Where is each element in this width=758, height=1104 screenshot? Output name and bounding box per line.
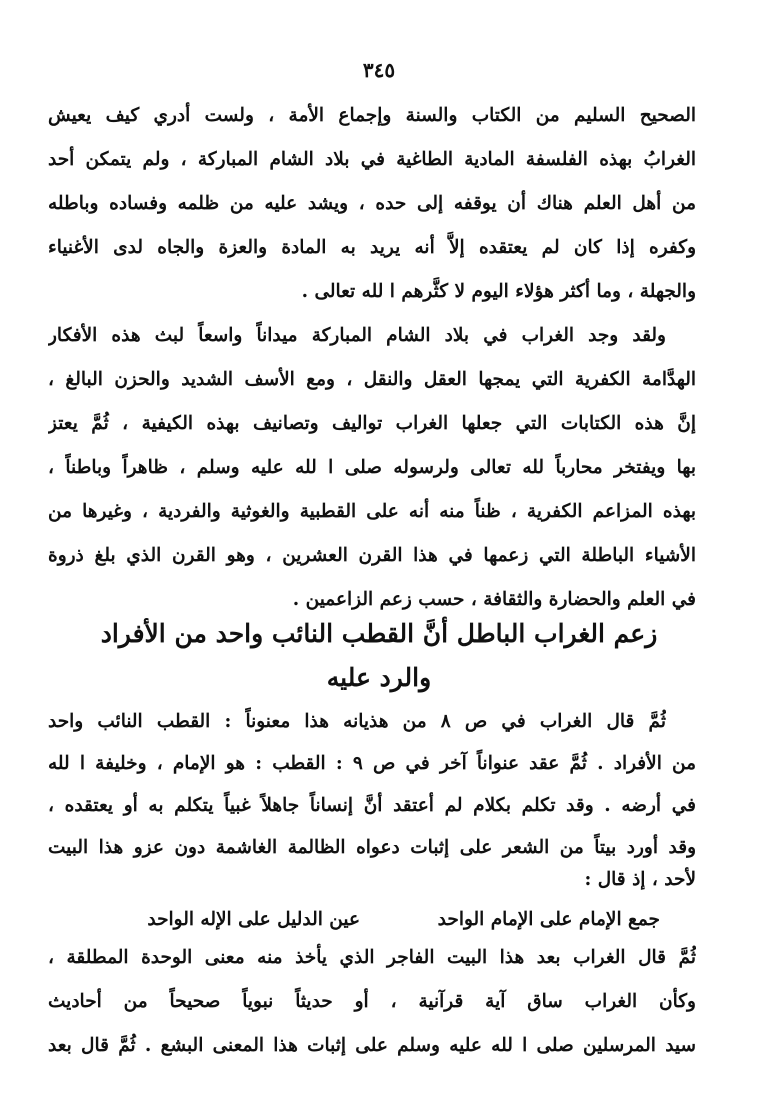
text-line: وكأن الغراب ساق آية قرآنية ، أو حديثاً نبوياً صحيحاً من أحاديث [48, 991, 696, 1012]
text-line: وكفره إذا كان لم يعتقده إلاَّ أنه يريد به المادة والعزة والجاه لدى الأغنياء [48, 237, 696, 258]
text-line: والجهلة ، وما أكثر هؤلاء اليوم لا كثَّرهم ا لله تعالى . [301, 281, 696, 302]
section-heading: زعم الغراب الباطل أنَّ القطب النائب واحد من الأفراد [100, 619, 658, 648]
verse-second-hemistich: عين الدليل على الإله الواحد [147, 909, 360, 930]
text-line: الأشياء الباطلة التي زعمها في هذا القرن العشرين ، وهو القرن الذي بلغ ذروة [48, 545, 696, 566]
text-line: وقد أورد بيتاً من الشعر على إثبات دعواه الظالمة الغاشمة دون عزو هذا البيت [48, 837, 696, 858]
text-line: الهدَّامة الكفرية التي يمجها العقل والنقل ، ومع الأسف الشديد والحزن البالغ ، [48, 369, 696, 390]
text-line: ثُمَّ قال الغراب في ص ٨ من هذيانه هذا معنوناً : القطب النائب واحد [48, 711, 666, 732]
text-line: الغرابُ بهذه الفلسفة المادية الطاغية في بلاد الشام المباركة ، ولم يتمكن أحد [48, 149, 696, 170]
text-line: ولقد وجد الغراب في بلاد الشام المباركة ميداناً واسعاً لبث هذه الأفكار [48, 325, 666, 346]
text-line: إنَّ هذه الكتابات التي جعلها الغراب تواليف وتصانيف بهذه الكيفية ، ثُمَّ يعتز [48, 413, 696, 434]
text-line: ثُمَّ قال الغراب بعد هذا البيت الفاجر الذي يأخذ منه معنى الوحدة المطلقة ، [48, 947, 696, 968]
text-line: بهذه المزاعم الكفرية ، ظناً منه أنه على القطبية والغوثية والفردية ، وغيرها من [48, 501, 696, 522]
text-line: في العلم والحضارة والثقافة ، حسب زعم الزاعمين . [292, 589, 696, 610]
text-line: سيد المرسلين صلى ا لله عليه وسلم على إثبات هذا المعنى البشع . ثُمَّ قال بعد [48, 1035, 696, 1056]
text-line: بها ويفتخر محارباً لله تعالى ولرسوله صلى ا لله عليه وسلم ، ظاهراً وباطناً ، [48, 457, 696, 478]
text-line: من الأفراد . ثُمَّ عقد عنواناً آخر في ص ٩ : القطب : هو الإمام ، وخليفة ا لله [48, 753, 696, 774]
text-line: في أرضه . وقد تكلم بكلام لم أعتقد أنَّ إنساناً جاهلاً غبياً يتكلم به أو يعتقده ، [48, 795, 696, 816]
verse-first-hemistich: جمع الإمام على الإمام الواحد [437, 909, 660, 930]
section-heading: والرد عليه [326, 663, 432, 692]
page-number: ٣٤٥ [362, 58, 396, 82]
text-line: الصحيح السليم من الكتاب والسنة وإجماع الأمة ، ولست أدري كيف يعيش [48, 105, 696, 126]
text-line: لأحد ، إذ قال : [584, 869, 696, 890]
text-line: من أهل العلم هناك أن يوقفه إلى حده ، ويشد عليه من ظلمه وفساده وباطله [48, 193, 696, 214]
